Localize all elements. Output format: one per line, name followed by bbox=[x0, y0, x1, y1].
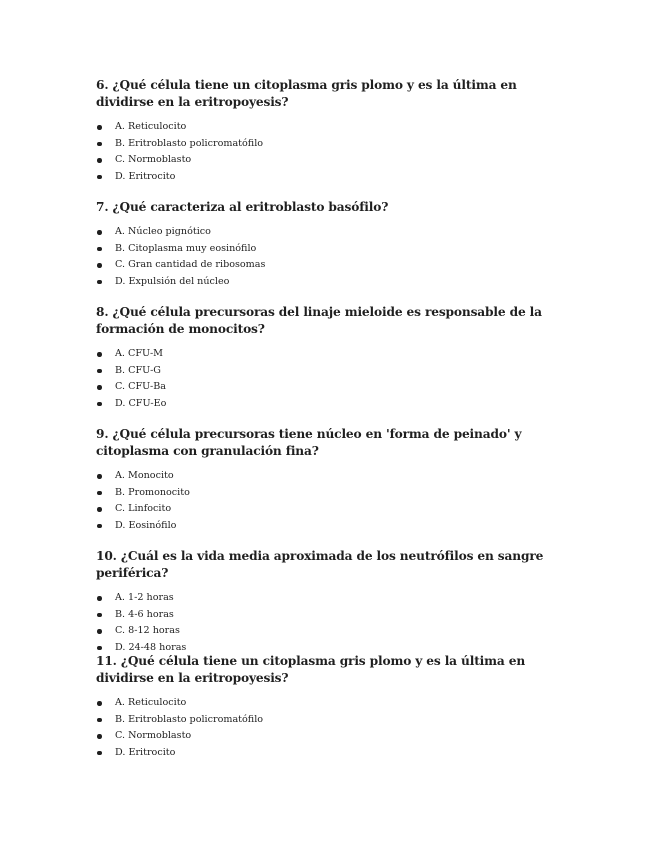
option-label: B. 4-6 horas bbox=[115, 608, 174, 620]
option-list bbox=[96, 224, 566, 290]
option-item bbox=[96, 169, 566, 186]
option-label: B. Promonocito bbox=[115, 486, 190, 498]
option-item bbox=[96, 607, 566, 624]
option-label: B. Eritroblasto policromatófilo bbox=[115, 137, 264, 149]
question-8 bbox=[96, 304, 566, 412]
bullet-icon bbox=[97, 596, 102, 601]
option-label: D. CFU-Eo bbox=[115, 397, 167, 409]
option-label: D. Eritrocito bbox=[115, 170, 176, 182]
bullet-icon bbox=[97, 734, 102, 739]
option-label: B. Eritroblasto policromatófilo bbox=[115, 713, 264, 725]
bullet-icon bbox=[97, 646, 102, 651]
question-6 bbox=[96, 77, 566, 185]
bullet-icon bbox=[97, 352, 102, 357]
option-label: C. 8-12 horas bbox=[115, 625, 180, 636]
bullet-icon bbox=[97, 369, 102, 374]
option-label: D. Eritrocito bbox=[115, 746, 176, 758]
option-label: B. Citoplasma muy eosinófilo bbox=[115, 242, 257, 254]
option-item bbox=[96, 396, 566, 413]
option-item bbox=[96, 712, 566, 729]
option-item bbox=[96, 379, 566, 396]
bullet-icon bbox=[97, 142, 102, 147]
question-title: 11. ¿Qué célula tiene un citoplasma gris plomo y es la última en dividirse en la eritropoyesis? bbox=[96, 654, 526, 685]
option-label: A. Reticulocito bbox=[115, 697, 187, 708]
question-title: 8. ¿Qué célula precursoras del linaje mieloide es responsable de la formación de monocitos? bbox=[96, 305, 542, 336]
option-label: A. Núcleo pignótico bbox=[115, 226, 211, 237]
option-item bbox=[96, 274, 566, 291]
bullet-icon bbox=[97, 507, 102, 512]
option-label: D. Expulsión del núcleo bbox=[115, 275, 230, 287]
question-title: 7. ¿Qué caracteriza al eritroblasto basófilo? bbox=[96, 200, 389, 214]
option-label: C. Normoblasto bbox=[115, 154, 192, 165]
bullet-icon bbox=[97, 175, 102, 180]
option-item bbox=[96, 224, 566, 241]
bullet-icon bbox=[97, 524, 102, 529]
bullet-icon bbox=[97, 718, 102, 723]
option-list bbox=[96, 346, 566, 412]
bullet-icon bbox=[97, 230, 102, 235]
bullet-icon bbox=[97, 125, 102, 130]
bullet-icon bbox=[97, 263, 102, 268]
question-9 bbox=[96, 426, 566, 534]
option-item bbox=[96, 241, 566, 258]
option-label: C. Normoblasto bbox=[115, 730, 192, 741]
option-label: D. Eosinófilo bbox=[115, 519, 177, 531]
bullet-icon bbox=[97, 701, 102, 706]
option-label: C. CFU-Ba bbox=[115, 381, 167, 392]
option-item bbox=[96, 518, 566, 535]
option-item bbox=[96, 745, 566, 762]
bullet-icon bbox=[97, 629, 102, 634]
option-list bbox=[96, 468, 566, 534]
option-label: C. Gran cantidad de ribosomas bbox=[115, 259, 266, 270]
bullet-icon bbox=[97, 385, 102, 390]
option-label: B. CFU-G bbox=[115, 364, 161, 376]
option-item bbox=[96, 623, 566, 640]
question-10 bbox=[96, 548, 566, 656]
option-label: A. Reticulocito bbox=[115, 121, 187, 132]
option-list bbox=[96, 695, 566, 761]
bullet-icon bbox=[97, 751, 102, 756]
option-item bbox=[96, 119, 566, 136]
option-label: D. 24-48 horas bbox=[115, 641, 187, 653]
option-item bbox=[96, 485, 566, 502]
option-item bbox=[96, 257, 566, 274]
option-item bbox=[96, 136, 566, 153]
option-item bbox=[96, 728, 566, 745]
bullet-icon bbox=[97, 491, 102, 496]
question-title: 10. ¿Cuál es la vida media aproximada de los neutrófilos en sangre periférica? bbox=[96, 549, 544, 580]
option-item bbox=[96, 695, 566, 712]
option-item bbox=[96, 346, 566, 363]
option-item bbox=[96, 468, 566, 485]
question-7 bbox=[96, 199, 566, 290]
bullet-icon bbox=[97, 402, 102, 407]
option-item bbox=[96, 590, 566, 607]
option-list bbox=[96, 119, 566, 185]
bullet-icon bbox=[97, 613, 102, 618]
option-label: C. Linfocito bbox=[115, 503, 172, 514]
question-title: 6. ¿Qué célula tiene un citoplasma gris plomo y es la última en dividirse en la eritropoyesis? bbox=[96, 78, 517, 109]
question-11 bbox=[96, 653, 566, 761]
question-title: 9. ¿Qué célula precursoras tiene núcleo en 'forma de peinado' y citoplasma con granulación fina? bbox=[96, 427, 522, 458]
option-item bbox=[96, 363, 566, 380]
bullet-icon bbox=[97, 474, 102, 479]
bullet-icon bbox=[97, 247, 102, 252]
bullet-icon bbox=[97, 280, 102, 285]
option-list bbox=[96, 590, 566, 656]
option-item bbox=[96, 152, 566, 169]
option-item bbox=[96, 501, 566, 518]
option-label: A. CFU-M bbox=[115, 348, 164, 359]
bullet-icon bbox=[97, 158, 102, 163]
option-label: A. Monocito bbox=[115, 470, 174, 481]
option-label: A. 1-2 horas bbox=[115, 592, 174, 603]
